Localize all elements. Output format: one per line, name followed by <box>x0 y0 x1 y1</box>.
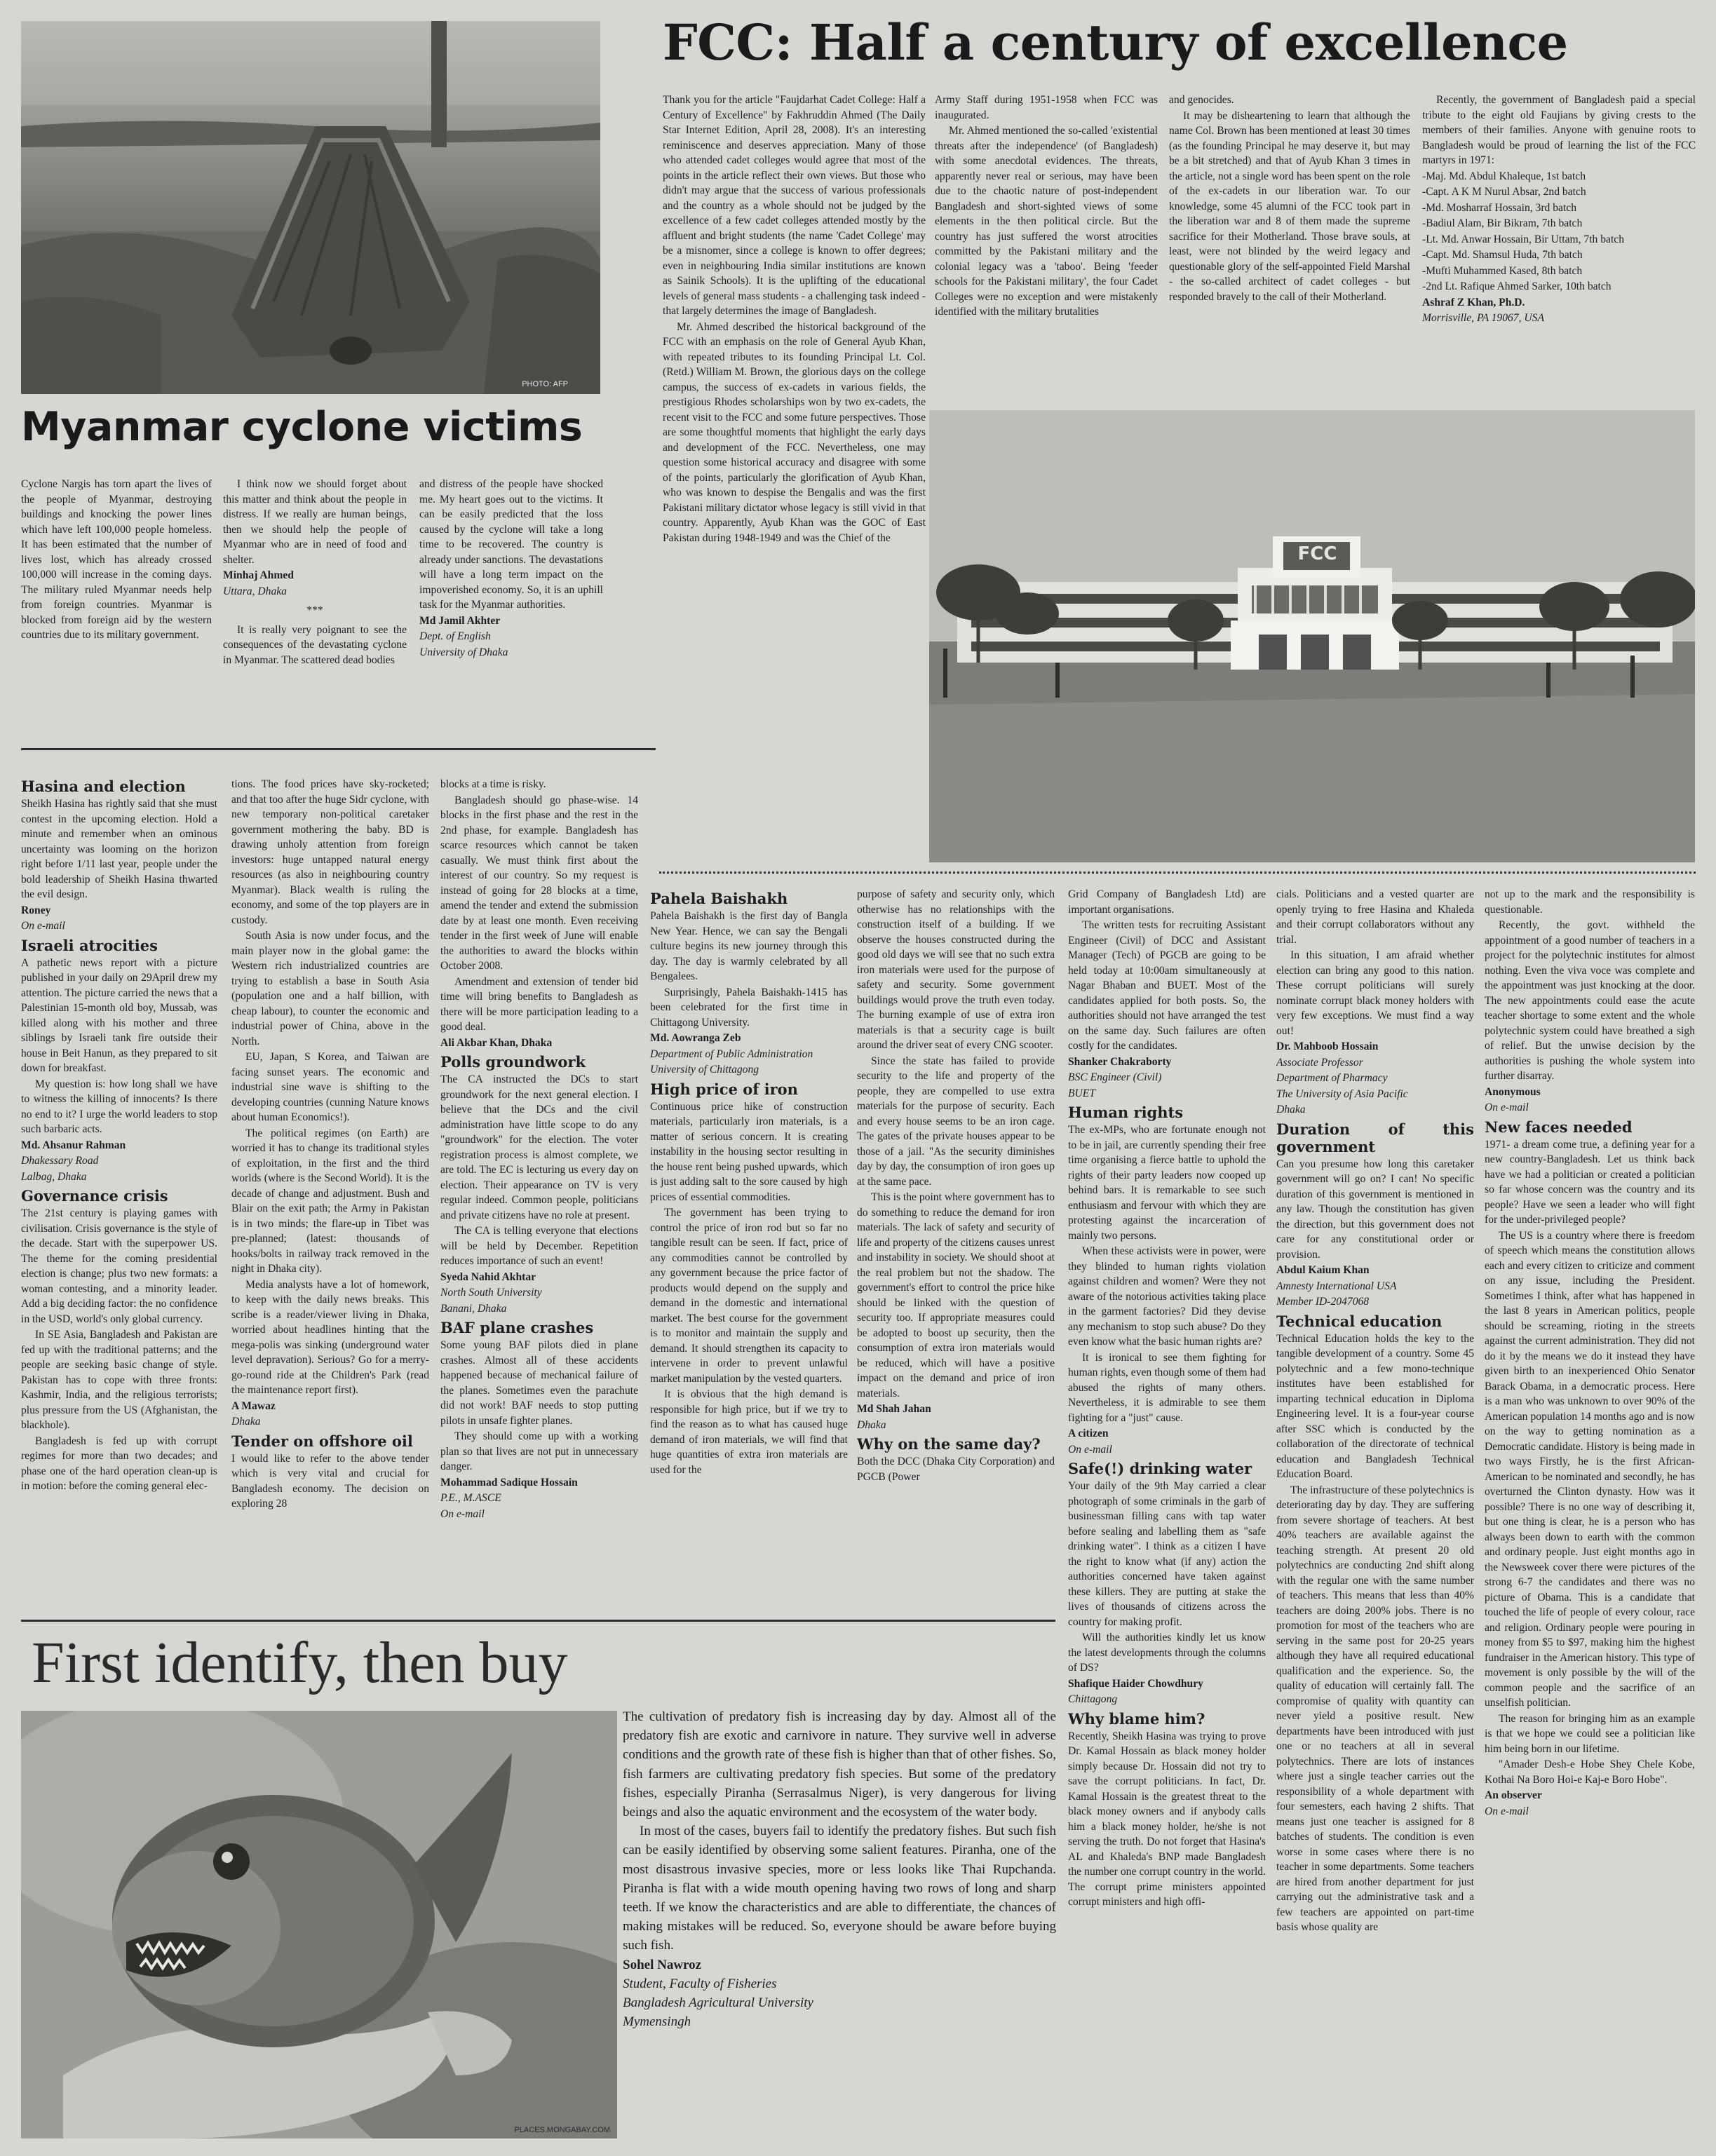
letter-body: Will the authorities kindly let us know the latest developments through the columns of DS? <box>1068 1632 1266 1674</box>
letter-body: Continuous price hike of construction materials, particularly iron materials, is a matter of serious concern. It is creating instability in the housing sector resulting in the house rent being pushed upwards, which is just adding salt to the sore caused by high prices of essential commodities. <box>650 1100 848 1203</box>
martyr-item: -Lt. Md. Anwar Hossain, Bir Uttam, 7th batch <box>1422 233 1625 245</box>
location: Banani, Dhaka <box>440 1302 507 1315</box>
fcc-letter-col1 <box>663 93 926 869</box>
letter-body: Grid Company of Bangladesh Ltd) are important organisations. <box>1068 888 1266 916</box>
letter-body: The infrastructure of these polytechnics is deteriorating day by day. They are suffering from severe shortage of teachers. At best 40% teachers are available against the teaching strength. At present 20 old polytechnics are conducting 2nd shift along with the regular one with the same number of teachers. This means that less than 40% teachers are doing 200% jobs. There is no promotion for most of the teachers who are serving in the same post for 20-25 years although they have all required educational qualification and the experience. So, the quality of education will certainly fall. The compromise of quality with quantity can never yield a positive result. New departments have been introduced with just one or no teachers at all in several polytechnics. There are lots of instances where just a single teacher carries out the responsibility of a whole department with four semesters, each having 2 shifts. That means just one teacher is assigned for 8 batches of students. The condition is even worse in some cases where there is no teacher in some departments. Some teachers are hired from another department for just carrying out the administrative task and a few teachers are appointed on part-time basis whose quality are <box>1276 1484 1474 1933</box>
letter-title: Polls groundwork <box>440 1053 586 1071</box>
letter-body: It is ironical to see them fighting for human rights, even though some of them had abused the rights of many others. Nevertheless, it is admirable to see them fighting for a "just" cause. <box>1068 1351 1266 1424</box>
martyr-item: -Badiul Alam, Bir Bikram, 7th batch <box>1422 217 1583 229</box>
letter-body: The 21st century is playing games with civilisation. Crisis governance is the style of the decade. Start with the superpower US. The theme for the coming presidential election is change; plus two new formats: a woman contesting, and a minority leader. Add a big deciding factor: the no confidence in the USD, world's only global currency. <box>21 1207 217 1325</box>
signature: Md Jamil Akhter <box>419 614 501 627</box>
photo-credit: PHOTO: AFP <box>522 380 568 388</box>
signature: Roney <box>21 904 51 916</box>
fish-photo-art <box>21 1711 617 2138</box>
signature: Shanker Chakraborty <box>1068 1055 1172 1068</box>
letter-body: They should come up with a working plan so that lives are not put in unnecessary danger. <box>440 1430 638 1472</box>
fcc-body-3: Army Staff during 1951-1958 when FCC was inaugurated. <box>935 94 1158 121</box>
fish-headline: First identify, then buy <box>32 1630 568 1695</box>
fcc-sign-label: FCC <box>1297 543 1337 564</box>
letter-body: A pathetic news report with a picture published in your daily on 29April drew my attention. The picture carried the news that a Palestinian 15-month old boy, Mussab, was killed along with his mother and three siblings by Israeli tank fire outside their house in Beit Hanun, as they prepared to sit down for breakfast. <box>21 956 217 1074</box>
location: Dhaka <box>231 1416 261 1428</box>
fcc-letter-col2 <box>935 93 1158 401</box>
martyr-item: -Md. Mosharraf Hossain, 3rd batch <box>1422 201 1576 214</box>
letter-body: South Asia is now under focus, and the main player now in the global game: the Western rich industrialized countries are trying to establish a base in South Asia (population one and a half billion, with cheap labour), to counter the economic and industrial power of China, above in the North. <box>231 930 429 1048</box>
letter-body: The US is a country where there is freedom of speech which means the constitution allows each and every citizen to criticize and comment on any issue, including the President. Sometimes I think, after what has happened in the last 8 years in American politics, people should be screaming, rioting in the streets against the current administration. They did not do it by the means we do it instead they have given birth to an inexperienced Ohio Senator Barack Obama, in a democratic process. Here is a man who was unknown to over 90% of the American population 14 months ago and is now on the way to getting nomination as a Democratic candidate. History is being made in two ways Firstly, he is the first African-American to be nominated and secondly, he has overturned the Clinton dynasty. How was it possible? There is no one way of describing it, but one thing is clear, he is a person who has always been down to earth with the common and ordinary people. Just eight months ago in the Newsweek cover there were pictures of the strong 6-7 the candidates and there was no picture of Obama. This is a candidate that touched the life of people of every colour, race and religion. Ordinary people were pouring in money from $5 to $97, making him the highest fundraiser in the American history. This type of movement is only possible by the will of the common people and the sacrifice of an unselfish politician. <box>1485 1229 1695 1709</box>
location: Department of Pharmacy <box>1276 1072 1388 1084</box>
signature: Ali Akbar Khan, Dhaka <box>440 1036 553 1049</box>
location: Uttara, Dhaka <box>223 585 287 597</box>
letter-body: Media analysts have a lot of homework, to keep with the daily news breaks. This scribe is a reader/viewer living in Dhaka, worried about headlines hinting that the mega-polis was sinking (underground water level depravation). Serious? Go for a merry-go-round ride at the Children's Park (read the maintenance report first). <box>231 1278 429 1396</box>
signature: Mohammad Sadique Hossain <box>440 1476 578 1489</box>
location: On e-mail <box>440 1507 485 1520</box>
myanmar-photo-art <box>21 21 600 394</box>
letter-body: It is obvious that the high demand is responsible for high price, but if we try to find the reason as to what has caused huge demand of iron materials, we will find that huge quantities of extra iron materials are used for the <box>650 1388 848 1476</box>
fcc-body-2: Mr. Ahmed described the historical background of the FCC with an emphasis on the role of General Ayub Khan, with repeated tributes to its founding Principal Lt. Col. (Retd.) William M. Brown, the glorious days on the college campus, the success of ex-cadets in various fields, the prestigious Rhodes scholarships won by two ex-cadets, the recent visit to the FCC and some future perspectives. Those are some thoughtful moments that highlight the early days and development of the FCC. Nevertheless, one may question some historical accuracy and disagree with some of the points, particularly the glorification of Ayub Khan, who was known to despise the Bengalis and was the first Pakistani military dictator whose legacy is still vivid in that country. Apparently, Ayub Khan was the GOC of East Pakistan during 1948-1949 and was the Chief of the <box>663 320 926 544</box>
signature: Syeda Nahid Akhtar <box>440 1270 536 1283</box>
letter-title: Pahela Baishakh <box>650 890 788 907</box>
fcc-letter-col4 <box>1422 93 1696 401</box>
fcc-body-4: Mr. Ahmed mentioned the so-called 'existential threats after the independence' (of Bangladesh) with some anecdotal evidences. The threats, apparently never real or serious, may have been due to the chaotic nature of post-independent Bangladesh and short-sighted views of some elements in the then political circle. But the country has just suffered the worst atrocities committed by the Pakistani military and the colonial legacy was a 'taboo'. Being 'feeder schools for the Pakistani military', the four Cadet Colleges were no exception and were mistakenly identified with the military brutalities <box>935 125 1158 318</box>
letter-body: purpose of safety and security only, which otherwise has no relationships with the construction itself of a building. If we observe the houses constructed during the good old days we will see that no such extra iron materials were used for the purpose of safety and security. Some government buildings would prove the truth even today. The burning example of use of extra iron materials is that a security cage is built around the driver seat of every CNG scooter. <box>857 888 1055 1051</box>
section-divider <box>21 748 656 750</box>
fcc-photo-art <box>929 410 1695 862</box>
location: Chittagong <box>1068 1693 1118 1705</box>
location: On e-mail <box>1068 1443 1112 1456</box>
letter-body: Since the state has failed to provide security to the life and property of the people, they are compelled to use extra materials for the purpose of security. Each and every house seems to be an iron cage. The gates of the private houses appear to be those of a jail. "As the security diminishes day by day, the consumption of iron goes up at the same pace. <box>857 1055 1055 1188</box>
myanmar-letter-3-cont: and distress of the people have shocked me. My heart goes out to the victims. It can be easily predicted that the loss caused by the cyclone will take a long time to be recovered. The country is already under sanctions. The devastations will have a long term impact on the impoverished economy. So, it is an uphill task for the Myanmar authorities. <box>419 478 603 611</box>
letter-body: Bangladesh should go phase-wise. 14 blocks in the first phase and the rest in the 2nd phase, for example. Bangladesh has scarce resources which cannot be taken casually. We must think first about the interest of our country. So my request is instead of going for 28 blocks at a time, amend the tender and extend the submission date by at least one month. Even receiving tender in the first week of June will enable the authorities to award the blocks within October 2008. <box>440 794 638 972</box>
myanmar-letter-col3 <box>419 477 603 740</box>
myanmar-letter-1-body: Cyclone Nargis has torn apart the lives of the people of Myanmar, destroying buildings and knocking the power lines which have left 100,000 people homeless. It has been estimated that the number of lives lost, which has already crossed 100,000 will increase in the coming days. The military ruled Myanmar needs help from foreign countries. Myanmar is blocked from foreign aid by the western countries due to its military government. <box>21 478 212 641</box>
section-divider-dotted <box>659 872 1696 874</box>
letter-body: The political regimes (on Earth) are worried it has to change its traditional styles of exploitation, in the first and the third worlds (where is the Second World). It is the decade of change and adjustment. Bush and Blair on the exit path; the Army in Pakistan is in two minds; the flare-up in Tibet was pre-planned; (latest: thousands of hooks/bolts in railway track removed in the night in Dhaka city). <box>231 1127 429 1275</box>
signature: Minhaj Ahmed <box>223 569 294 581</box>
letter-body: In this situation, I am afraid whether election can bring any good to this nation. These corrupt politicians will surely nominate corrupt black money holders with very few exceptions. We must find a way out! <box>1276 949 1474 1037</box>
letters-column-c <box>440 777 638 1615</box>
signature: Md. Aowranga Zeb <box>650 1032 741 1044</box>
location: Associate Professor <box>1276 1056 1363 1069</box>
letter-body: In SE Asia, Bangladesh and Pakistan are fed up with the traditional patterns; and the people are seeking basic change of style. Pakistan has to cope with three fronts: Kashmir, India, and the religious terrorists; plus pressure from the US (Afghanistan, the blackhole). <box>21 1329 217 1431</box>
location: On e-mail <box>1485 1805 1529 1817</box>
letter-body: The written tests for recruiting Assistant Engineer (Civil) of DCC and Assistant Manager (Tech) of PGCB are going to be held today at 10:00am simultaneously at Nagar Bhaban and BUET. Most of the candidates applied for both posts. So, the authorities should not have arranged the test on the same day. Such failures are often costly for the candidates. <box>1068 919 1266 1052</box>
letter-title: Tender on offshore oil <box>231 1432 413 1450</box>
location: University of Dhaka <box>419 646 508 658</box>
letter-body: Pahela Baishakh is the first day of Bangla New Year. Hence, we can say the Bengali culture begins its new journey through this day. The day is warmly celebrated by all Bengalees. <box>650 910 848 982</box>
fish-body-1: The cultivation of predatory fish is increasing day by day. Almost all of the predatory fish are exotic and carnivore in nature. They survive well in adverse conditions and the growth rate of these fish is higher than that of other fishes. So, fish farmers are cultivating predatory fish species. But some of the predatory fishes, especially Piranha (Serrasalmus Niger), is very dangerous for living beings and also the aquatic environment and the ecosystem of the water body. <box>623 1709 1056 1820</box>
letters-column-a <box>21 775 217 1613</box>
location: P.E., M.ASCE <box>440 1492 501 1504</box>
letter-body: Can you presume how long this caretaker government will go on? I can! No specific duration of this government is mentioned in any law. Though the constitution has given the direction, but this government does not care for any constitutional order or provision. <box>1276 1158 1474 1261</box>
letter-body: Bangladesh is fed up with corrupt regimes for more than two decades; and phase one of the hard operation clean-up is in motion: before the coming general elec- <box>21 1435 217 1492</box>
signature: Abdul Kaium Khan <box>1276 1264 1370 1276</box>
signature: Md. Ahsanur Rahman <box>21 1139 126 1151</box>
letters-column-b <box>231 777 429 1615</box>
letter-title: New faces needed <box>1485 1118 1633 1136</box>
letter-title: Hasina and election <box>21 778 186 795</box>
fcc-headline: FCC: Half a century of excellence <box>663 13 1568 72</box>
letter-title: Technical education <box>1276 1312 1443 1330</box>
letters-column-f <box>1068 887 1266 2142</box>
location: Student, Faculty of Fisheries <box>623 1976 777 1991</box>
section-divider <box>21 1620 1055 1622</box>
location: BUET <box>1068 1087 1095 1099</box>
signature: Anonymous <box>1485 1085 1541 1098</box>
location: Dhaka <box>1276 1104 1306 1116</box>
location: University of Chittagong <box>650 1064 759 1076</box>
signature: Shafique Haider Chowdhury <box>1068 1677 1203 1690</box>
myanmar-cyclone-photo <box>21 21 600 394</box>
letter-title: Why on the same day? <box>857 1435 1041 1453</box>
location: Amnesty International USA <box>1276 1280 1397 1292</box>
letter-body: Recently, the govt. withheld the appointment of a good number of teachers in a project for the polytechnic institutes for almost nothing. Even the viva voce was complete and the appointment was just knocking at the door. The new appointments could ease the acute teacher shortage to some extent and the whole polytechnic system could have breathed a sigh of relief. But the unwise decision by the authorities is pushing the whole system into further disarray. <box>1485 919 1695 1082</box>
letter-body: "Amader Desh-e Hobe Shey Chele Kobe, Kothai Na Boro Hoi-e Kaj-e Boro Hobe". <box>1485 1758 1695 1786</box>
letter-body: Sheikh Hasina has rightly said that she must contest in the upcoming election. Hold a minute and remember when an ominous uncertainty was looming on the horizon right before 1/11 last year, people under the bold leadership of Sheikh Hasina thwarted the evil design. <box>21 798 217 900</box>
letter-title: Why blame him? <box>1068 1709 1205 1728</box>
letters-column-h <box>1485 887 1695 2142</box>
letter-body: tions. The food prices have sky-rocketed; and that too after the huge Sidr cyclone, with new temporary non-political caretaker government mothering the baby. BD is drawing unholy attention from foreign investors: huge untapped natural energy resources (as also in neighbouring country Myanmar). Black wealth is ruling the economy, and some of the top players are in custody. <box>231 778 429 926</box>
piranha-photo <box>21 1711 617 2138</box>
signature: Dr. Mahboob Hossain <box>1276 1040 1379 1052</box>
fcc-body-6: It may be disheartening to learn that although the name Col. Brown has been mentioned at least 30 times (as the founding Principal he may deserve it, but may be a bit stretched) and that of Ayub Khan 3 times in the article, not a single word has been spent on the role of the ex-cadets in our liberation war. To our knowledge, some 45 alumni of the FCC took part in the liberation war and 8 of them made the supreme sacrifice for their Motherland. Those brave souls, at least, were not blinded by the weird legacy and questionable glory of the self-appointed Field Marshal - the so-called architect of cadet colleges - but responded bravely to the call of their Motherland. <box>1169 109 1410 303</box>
letter-title: Safe(!) drinking water <box>1068 1460 1252 1477</box>
letter-title: BAF plane crashes <box>440 1319 594 1336</box>
letter-body: EU, Japan, S Korea, and Taiwan are facing sunset years. The economic and industrial sine wave is shifting to the developing countries (cunning Nature knows about human Economics!). <box>231 1051 429 1123</box>
location: Department of Public Administration <box>650 1048 813 1060</box>
letters-column-g <box>1276 887 1474 2142</box>
location: Morrisville, PA 19067, USA <box>1422 312 1544 324</box>
martyr-item: -Mufti Muhammed Kased, 8th batch <box>1422 264 1583 277</box>
letter-body: I would like to refer to the above tender which is very vital and crucial for Bangladesh economy. The decision on exploring 28 <box>231 1452 429 1510</box>
letter-body: Amendment and extension of tender bid time will bring benefits to Bangladesh as there will be more participation leading to a good deal. <box>440 975 638 1033</box>
martyr-item: -Capt. Md. Shamsul Huda, 7th batch <box>1422 249 1583 261</box>
location: Dept. of English <box>419 630 491 642</box>
letter-body: Recently, Sheikh Hasina was trying to prove Dr. Kamal Hossain as black money holder simply because Dr. Hossain did not try to save the corrupt politicians. In fact, Dr. Kamal Hossain is the greatest threat to the black money owners and if anybody calls him a black money holder, he/she is not serving the truth. Do not forget that Hasina's AL and Khaleda's BNP made Bangladesh the number one corrupt country in the world. The corrupt prime ministers appointed corrupt ministers and high offi- <box>1068 1730 1266 1908</box>
letter-body: Technical Education holds the key to the tangible development of a country. Some 45 polytechnic and a few mono-technique institutes have been established for imparting technical education in Diploma Engineering level. It is a four-year course after SSC which is conducted by the collaboration of the directorate of technical education and Bangladesh Technical Education Board. <box>1276 1332 1474 1480</box>
letter-title: Human rights <box>1068 1104 1184 1121</box>
martyr-item: -2nd Lt. Rafique Ahmed Sarker, 10th batch <box>1422 280 1612 292</box>
myanmar-letter-3-body: It is really very poignant to see the consequences of the devastating cyclone in Myanmar. The scattered dead bodies <box>223 623 407 666</box>
location: Lalbag, Dhaka <box>21 1170 87 1183</box>
martyr-item: -Capt. A K M Nurul Absar, 2nd batch <box>1422 186 1586 198</box>
location: Dhakessary Road <box>21 1155 99 1167</box>
fcc-body-5: and genocides. <box>1169 94 1234 106</box>
fish-body-2: In most of the cases, buyers fail to identify the predatory fishes. But such fish can be easily identified by observing some salient features. Piranha, one of the most disastrous invasive species, more or less looks like Thai Rupchanda. Piranha is flat with a wide mouth opening having two rows of long and sharp teeth. If we know the characteristics and are able to differentiate, the chances of making mistakes will be reduced. So, everyone should be aware before buying such fish. <box>623 1824 1056 1953</box>
separator: *** <box>306 604 323 616</box>
location: BSC Engineer (Civil) <box>1068 1071 1162 1083</box>
letter-title: Israeli atrocities <box>21 936 158 954</box>
fcc-body-1: Thank you for the article "Faujdarhat Cadet College: Half a Century of Excellence" by Fakhruddin Ahmed (The Daily Star Internet Edition, April 28, 2008). It's an interesting reminiscence and deserves appreciation. Many of those who attended cadet colleges would agree that most of the points in the article reflect their own views. But those who didn't may argue that the success of various professionals and the country as a whole should not be judged by the excellence of a few cadet colleges attended mostly by the affluent and bright students (the name 'Cadet College' may be a misnomer, since a college is known to offer degrees; even in neighbouring India similar institutions are known as Sainik Schools). It is the uplifting of the educational levels of general mass students - a challenging task indeed - that largely determines the image of Bangladesh. <box>663 94 926 317</box>
myanmar-letter-2-body: I think now we should forget about this matter and think about the people in distress. If we really are human beings, then we should help the people of Myanmar who are in need of food and shelter. <box>223 478 407 566</box>
letter-body: The ex-MPs, who are fortunate enough not to be in jail, are currently spending their free time organising a fierce battle to uphold the rights of their party leaders now cooped up behind bars. It is remarkable to see such enthusiasm and fervour with which they are protesting against the incarceration of mainly two persons. <box>1068 1124 1266 1242</box>
letter-body: cials. Politicians and a vested quarter are openly trying to free Hasina and Khaleda and their corrupt collaborators without any trial. <box>1276 888 1474 946</box>
location: Dhaka <box>857 1418 886 1431</box>
fish-letter <box>623 1707 1056 2138</box>
fcc-letter-col3 <box>1169 93 1410 401</box>
myanmar-letter-col1 <box>21 477 212 740</box>
signature: Ashraf Z Khan, Ph.D. <box>1422 296 1525 309</box>
location: North South University <box>440 1287 542 1299</box>
letter-body: blocks at a time is risky. <box>440 778 546 790</box>
myanmar-headline: Myanmar cyclone victims <box>21 404 583 450</box>
letter-body: The CA instructed the DCs to start groundwork for the next general election. I believe that the DCs and the civil administration have little scope to do any "groundwork" for the election. The voter registration process is almost complete, we are told. The EC is lecturing us every day on election. Their appearance on TV is very regular indeed. Common people, politicians and private citizens have no role at present. <box>440 1073 638 1221</box>
letter-title: High price of iron <box>650 1080 798 1098</box>
location: The University of Asia Pacific <box>1276 1087 1408 1100</box>
letter-title: Governance crisis <box>21 1187 168 1205</box>
letter-body: This is the point where government has to do something to reduce the demand for iron materials. The lack of safety and security of life and property of the citizens causes unrest and instability in society. We should shoot at the real problem but not the shadow. The government's effort to control the price hike should be linked with the question of security too. If appropriate measures could be adopted to boost up security, then the consumption of extra iron materials would be reduced, which will have a positive impact on the demand and price of iron materials. <box>857 1191 1055 1399</box>
signature: An observer <box>1485 1789 1542 1801</box>
letter-body: 1971- a dream come true, a defining year for a new country-Bangladesh. Let us think back have we had a politician or created a politician so far whose concern was the country and its people? Have we seen a leader who will fight for the under-privileged people? <box>1485 1138 1695 1226</box>
fcc-building-photo <box>929 410 1695 862</box>
letter-body: The government has been trying to control the price of iron rod but so far no tangible result can be seen. If fact, price of any commodities cannot be controlled by any government because the price factor of products would depend on the supply and demand in the domestic and international market. The best course for the government is to monitor and maintain the supply and demand. It should strengthen its capacity to intervene in order to prevent unlawful market manipulation by the vested quarters. <box>650 1207 848 1385</box>
signature: A citizen <box>1068 1428 1109 1439</box>
fcc-body-7: Recently, the government of Bangladesh paid a special tribute to the eight old Faujians by giving crests to the members of their families. Anyone with genuine roots to Bangladesh would be proud of learning the list of the FCC martyrs in 1971: <box>1422 94 1696 166</box>
letter-body: Some young BAF pilots died in plane crashes. Almost all of these accidents happened because of mechanical failure of the planes. Sometimes even the parachute did not work! BAF needs to stop putting pilots in unsafe fighter planes. <box>440 1339 638 1427</box>
location: On e-mail <box>1485 1101 1529 1113</box>
letter-body: My question is: how long shall we have to witness the killing of innocents? Is there no end to it? I urge the world leaders to stop such barbaric acts. <box>21 1078 217 1135</box>
location: Member ID-2047068 <box>1276 1296 1370 1308</box>
letters-column-d <box>650 887 848 1615</box>
letter-title: Duration of this government <box>1276 1120 1474 1155</box>
letters-column-e <box>857 887 1055 1615</box>
signature: Md Shah Jahan <box>857 1403 931 1415</box>
location: Bangladesh Agricultural University <box>623 1995 813 2011</box>
letter-body: Surprisingly, Pahela Baishakh-1415 has been celebrated for the first time in Chittagong University. <box>650 986 848 1029</box>
letter-body: When these activists were in power, were they blinded to human rights violation against children and women? Were they not aware of the notorious activities taking place in the garment factories? Did they devise any mechanism to stop such abuse? Do they even know what the basic human rights are? <box>1068 1245 1266 1348</box>
letter-body: The reason for bringing him as an example is that we hope we could see a politician like him being born in our lifetime. <box>1485 1712 1695 1755</box>
martyr-item: -Maj. Md. Abdul Khaleque, 1st batch <box>1422 170 1586 182</box>
signature: Sohel Nawroz <box>623 1957 702 1972</box>
location: On e-mail <box>21 920 65 932</box>
signature: A Mawaz <box>231 1399 276 1412</box>
letter-body: Both the DCC (Dhaka City Corporation) and PGCB (Power <box>857 1456 1055 1483</box>
location: Mymensingh <box>623 2014 691 2030</box>
myanmar-letter-col2 <box>223 477 407 740</box>
letter-body: The CA is telling everyone that elections will be held by December. Repetition reduces importance of such an event! <box>440 1225 638 1267</box>
letter-body: not up to the mark and the responsibility is questionable. <box>1485 888 1695 916</box>
letter-body: Your daily of the 9th May carried a clear photograph of some criminals in the garb of businessman filling cans with tap water before sealing and labelling them as "safe drinking water". I think as a citizen I have the right to know what (if any) action the authorities concerned have taken against these killers. They are putting at stake the lives of thousands of citizens across the country for making profit. <box>1068 1480 1266 1628</box>
photo-credit: PLACES.MONGABAY.COM <box>514 2126 610 2134</box>
